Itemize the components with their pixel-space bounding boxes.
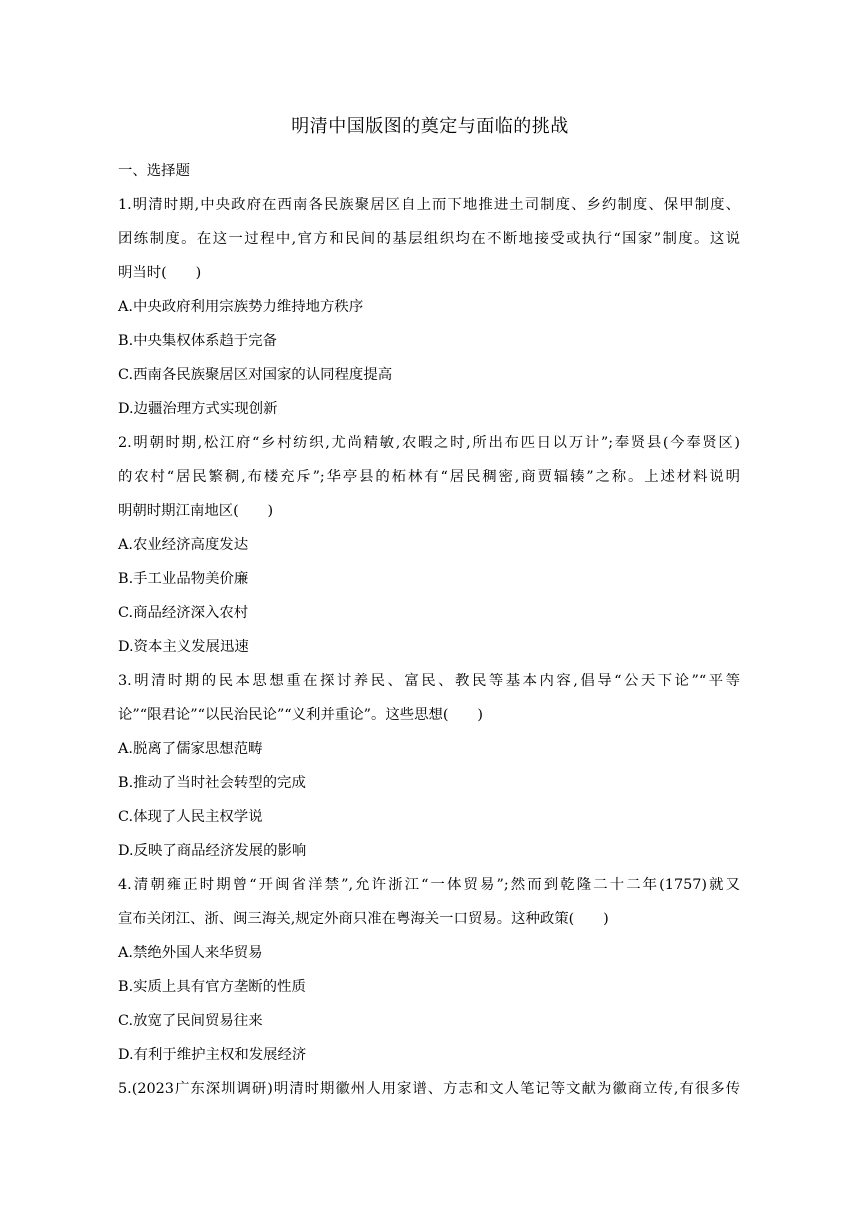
option-b: B.手工业品物美价廉 bbox=[118, 571, 249, 587]
question-list bbox=[118, 154, 740, 1106]
option-c: C.放宽了民间贸易往来 bbox=[118, 1013, 263, 1029]
question-stem-line: 2.明朝时期,松江府“乡村纺织,尤尚精敏,农暇之时,所出布匹日以万计”;奉贤县(今奉贤区) bbox=[118, 435, 740, 451]
question-stem-line: 宣布关闭江、浙、闽三海关,规定外商只准在粤海关一口贸易。这种政策( ) bbox=[118, 911, 609, 927]
option-a: A.中央政府利用宗族势力维持地方秩序 bbox=[118, 299, 364, 315]
question-stem-line: 4.清朝雍正时期曾“开闽省洋禁”,允许浙江“一体贸易”;然而到乾隆二十二年(1757)就又 bbox=[118, 877, 740, 893]
question-1 bbox=[118, 188, 740, 426]
question-4 bbox=[118, 868, 740, 1072]
question-5 bbox=[118, 1072, 740, 1106]
question-stem-line: 5.(2023广东深圳调研)明清时期徽州人用家谱、方志和文人笔记等文献为徽商立传,有很多传 bbox=[118, 1081, 740, 1097]
question-2 bbox=[118, 426, 740, 664]
option-c: C.西南各民族聚居区对国家的认同程度提高 bbox=[118, 367, 393, 383]
option-d: D.反映了商品经济发展的影响 bbox=[118, 843, 307, 859]
option-b: B.实质上具有官方垄断的性质 bbox=[118, 979, 306, 995]
option-a: A.禁绝外国人来华贸易 bbox=[118, 945, 263, 961]
option-d: D.资本主义发展迅速 bbox=[118, 639, 249, 655]
option-a: A.脱离了儒家思想范畴 bbox=[118, 741, 263, 757]
option-d: D.有利于维护主权和发展经济 bbox=[118, 1047, 307, 1063]
section-heading: 一、选择题 bbox=[118, 163, 190, 179]
option-d: D.边疆治理方式实现创新 bbox=[118, 401, 278, 417]
question-stem-line: 明朝时期江南地区( ) bbox=[118, 503, 274, 519]
option-c: C.体现了人民主权学说 bbox=[118, 809, 263, 825]
option-a: A.农业经济高度发达 bbox=[118, 537, 249, 553]
question-stem-line: 1.明清时期,中央政府在西南各民族聚居区自上而下地推进土司制度、乡约制度、保甲制度、 bbox=[118, 197, 740, 213]
question-3 bbox=[118, 664, 740, 868]
document-title: 明清中国版图的奠定与面临的挑战 bbox=[291, 116, 569, 137]
question-stem-line: 3.明清时期的民本思想重在探讨养民、富民、教民等基本内容,倡导“公天下论”“平等 bbox=[118, 673, 740, 689]
question-stem-line: 明当时( ) bbox=[118, 265, 202, 281]
question-stem-line: 的农村“居民繁稠,布楼充斥”;华亭县的柘林有“居民稠密,商贾辐辏”之称。上述材料说明 bbox=[118, 469, 740, 485]
option-c: C.商品经济深入农村 bbox=[118, 605, 249, 621]
option-b: B.中央集权体系趋于完备 bbox=[118, 333, 278, 349]
question-stem-line: 论”“限君论”“以民治民论”“义利并重论”。这些思想( ) bbox=[118, 707, 483, 723]
question-stem-line: 团练制度。在这一过程中,官方和民间的基层组织均在不断地接受或执行“国家”制度。这说 bbox=[118, 231, 740, 247]
option-b: B.推动了当时社会转型的完成 bbox=[118, 775, 306, 791]
